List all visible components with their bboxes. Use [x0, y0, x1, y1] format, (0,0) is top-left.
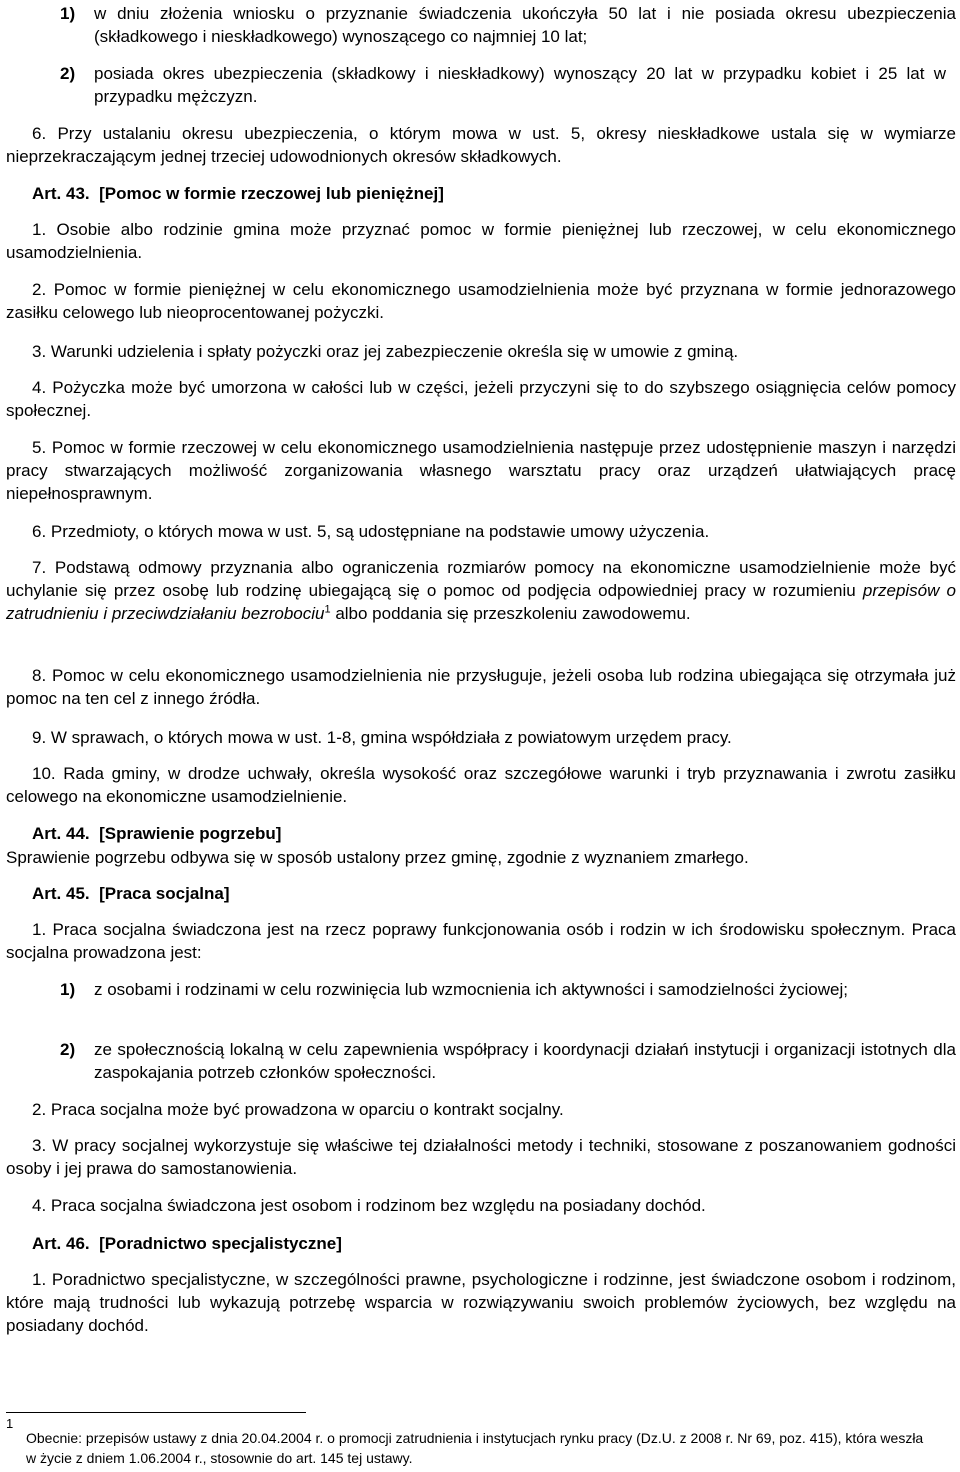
list-text: z osobami i rodzinami w celu rozwinięcia lub wzmocnienia ich aktywności i samodzielności życiowej; [94, 980, 848, 999]
footnote [6, 1418, 936, 1468]
list-number: 1) [60, 980, 76, 999]
footnote-mark: 1 [6, 1416, 14, 1431]
article-heading [32, 882, 230, 905]
list-text: posiada okres ubezpieczenia (składkowy i nieskładkowy) wynoszący 20 lat w przypadku kobiet i 25 lat w przypadku mężczyzn. [94, 64, 946, 106]
article-heading [32, 822, 281, 845]
paragraph: 3. Warunki udzielenia i spłaty pożyczki oraz jej zabezpieczenie określa się w umowie z gminą. [32, 342, 739, 361]
list-item [60, 978, 956, 1001]
article-label: Art. 43. [32, 184, 90, 203]
list-number: 1) [60, 4, 76, 23]
list-text: ze społecznością lokalną w celu zapewnienia współpracy i koordynacji działań instytucji i organizacji istotnych dla zaspokajania potrzeb członków społeczności. [94, 1040, 956, 1082]
paragraph: 5. Pomoc w formie rzeczowej w celu ekonomicznego usamodzielnienia następuje przez udostępnienie maszyn i narzędzi pracy stwarzających możliwość zorganizowania własnego warsztatu pracy oraz urządzeń ułatwiających pracę niepełnosprawnym. [6, 438, 956, 503]
paragraph: 8. Pomoc w celu ekonomicznego usamodzielnienia nie przysługuje, jeżeli osoba lub rodzina ubiegająca się otrzymała już pomoc na ten cel z innego źródła. [6, 666, 956, 708]
list-item [60, 2, 956, 48]
paragraph: Sprawienie pogrzebu odbywa się w sposób ustalony przez gminę, zgodnie z wyznaniem zmarłego. [6, 848, 749, 867]
paragraph: 9. W sprawach, o których mowa w ust. 1-8, gmina współdziała z powiatowym urzędem pracy. [32, 728, 732, 747]
list-number: 2) [60, 64, 76, 83]
list-item [60, 62, 956, 108]
paragraph: 3. W pracy socjalnej wykorzystuje się właściwe tej działalności metody i techniki, stosowane z poszanowaniem godności osoby i jej prawa do samostanowienia. [6, 1136, 956, 1178]
article-title: [Sprawienie pogrzebu] [99, 824, 282, 843]
article-label: Art. 45. [32, 884, 90, 903]
article-title: [Pomoc w formie rzeczowej lub pieniężnej] [99, 184, 444, 203]
article-heading [32, 1232, 342, 1255]
paragraph: 6. Przedmioty, o których mowa w ust. 5, są udostępniane na podstawie umowy użyczenia. [32, 522, 710, 541]
article-heading [32, 182, 444, 205]
list-number: 2) [60, 1040, 76, 1059]
footnote-divider [6, 1412, 306, 1413]
paragraph: 4. Praca socjalna świadczona jest osobom i rodzinom bez względu na posiadany dochód. [32, 1196, 706, 1215]
paragraph: 10. Rada gminy, w drodze uchwały, określa wysokość oraz szczegółowe warunki i tryb przyznawania i zwrotu zasiłku celowego na ekonomiczne usamodzielnienie. [6, 764, 956, 806]
footnote-text: Obecnie: przepisów ustawy z dnia 20.04.2004 r. o promocji zatrudnienia i instytucjach rynku pracy (Dz.U. z 2008 r. Nr 69, poz. 415), która weszła w życie z dniem 1.06.2004 r., stosownie do art. 145 tej ustawy. [26, 1430, 924, 1466]
list-text: w dniu złożenia wniosku o przyznanie świadczenia ukończyła 50 lat i nie posiada okresu ubezpieczenia (składkowego i nieskładkowego) wynoszącego co najmniej 10 lat; [94, 4, 956, 46]
article-title: [Poradnictwo specjalistyczne] [99, 1234, 342, 1253]
paragraph: 1. Poradnictwo specjalistyczne, w szczególności prawne, psychologiczne i rodzinne, jest świadczone osobom i rodzinom, które mają trudności lub wykazują potrzebę wsparcia w rozwiązywaniu swoich problemów życiowych, bez względu na posiadany dochód. [6, 1270, 956, 1335]
paragraph: 2. Praca socjalna może być prowadzona w oparciu o kontrakt socjalny. [32, 1100, 564, 1119]
list-item [60, 1038, 956, 1084]
paragraph-text: 7. Podstawą odmowy przyznania albo ograniczenia rozmiarów pomocy na ekonomiczne usamodzielnienie może być uchylanie się przez osobę lub rodzinę ubiegającą się o pomoc od podjęcia odpowiedniej pracy w rozumieniu [6, 558, 956, 600]
footnote-ref: 1 [324, 603, 331, 616]
article-label: Art. 44. [32, 824, 90, 843]
paragraph [6, 556, 956, 625]
article-label: Art. 46. [32, 1234, 90, 1253]
paragraph: 4. Pożyczka może być umorzona w całości lub w części, jeżeli przyczyni się to do szybszego osiągnięcia celów pomocy społecznej. [6, 378, 956, 420]
paragraph: 1. Osobie albo rodzinie gmina może przyznać pomoc w formie pieniężnej lub rzeczowej, w celu ekonomicznego usamodzielnienia. [6, 220, 956, 262]
paragraph-text: albo poddania się przeszkoleniu zawodowemu. [330, 604, 691, 623]
paragraph: 1. Praca socjalna świadczona jest na rzecz poprawy funkcjonowania osób i rodzin w ich środowisku społecznym. Praca socjalna prowadzona jest: [6, 920, 956, 962]
legal-reference: przepisów o zatrudnieniu i przeciwdziałaniu bezrobociu [6, 581, 956, 623]
paragraph: 2. Pomoc w formie pieniężnej w celu ekonomicznego usamodzielnienia może być przyznana w formie jednorazowego zasiłku celowego lub nieoprocentowanej pożyczki. [6, 280, 956, 322]
paragraph: 6. Przy ustalaniu okresu ubezpieczenia, o którym mowa w ust. 5, okresy nieskładkowe ustala się w wymiarze nieprzekraczającym jednej trzeciej udowodnionych okresów składkowych. [6, 124, 956, 166]
article-title: [Praca socjalna] [99, 884, 230, 903]
